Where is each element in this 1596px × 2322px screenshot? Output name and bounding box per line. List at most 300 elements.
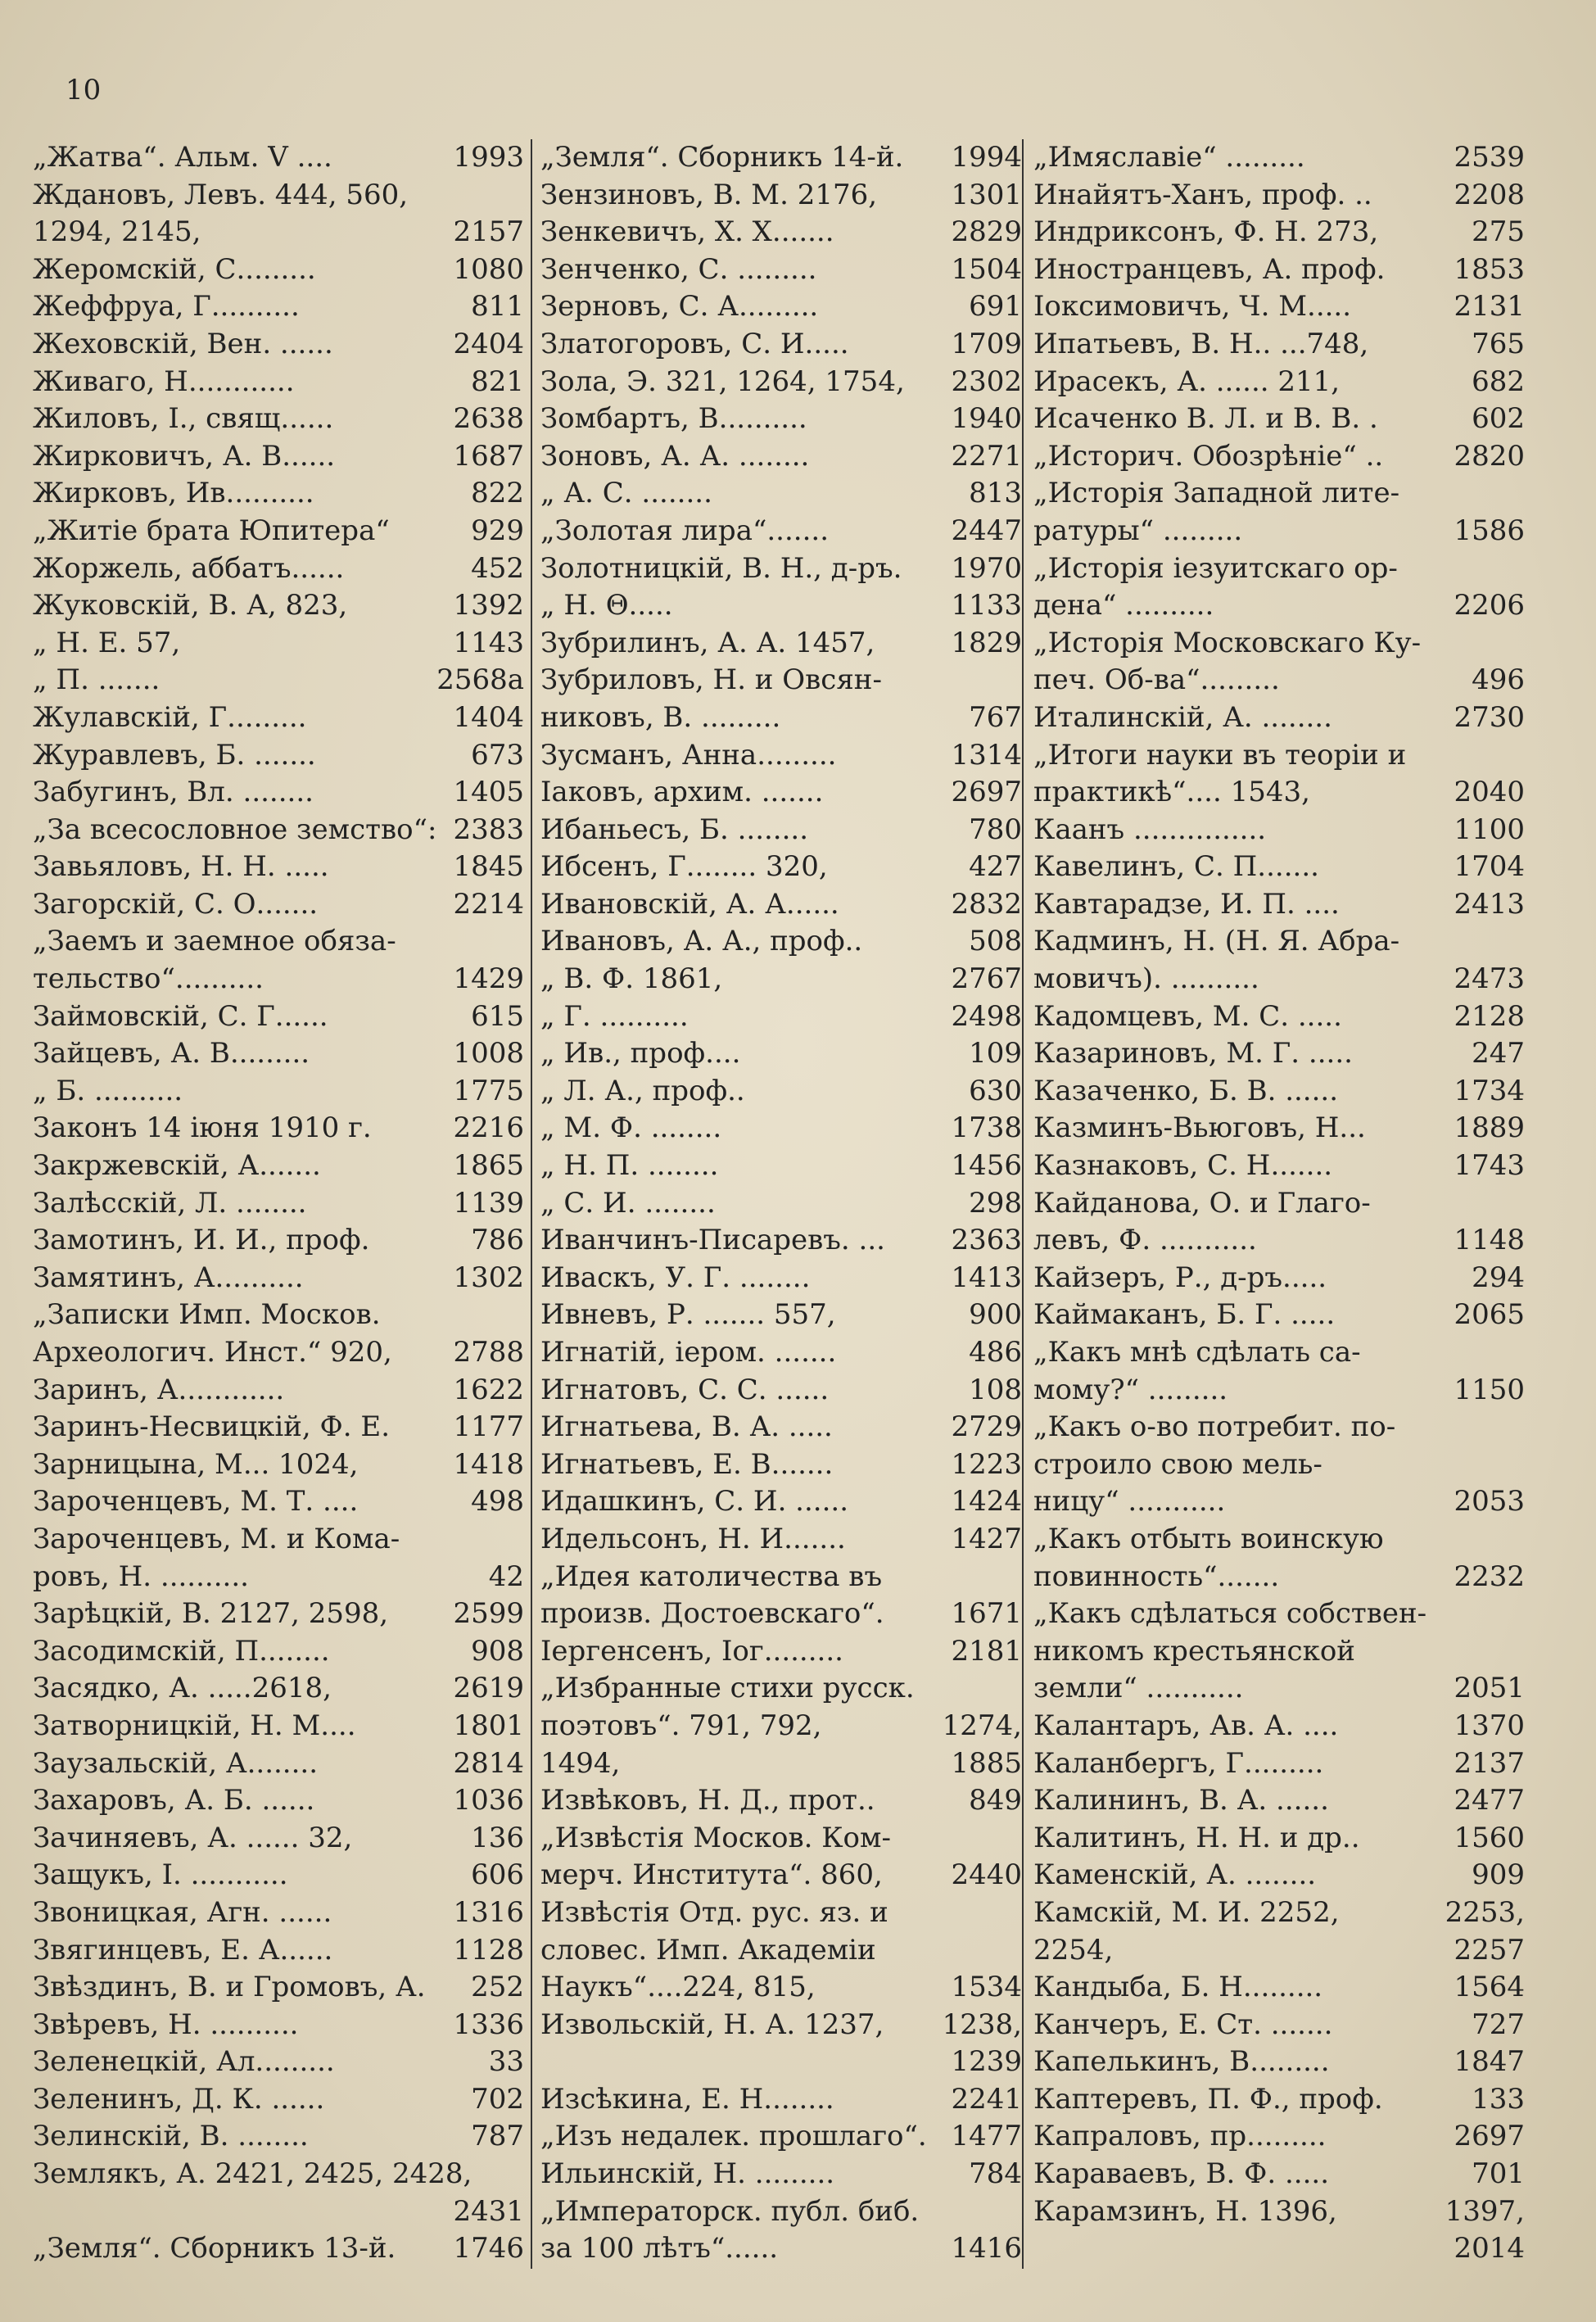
entry-text: произв. Достоевскаго“. <box>540 1597 884 1631</box>
index-entry <box>540 1559 1022 1596</box>
index-entry <box>1033 1446 1525 1484</box>
index-entry <box>1033 1894 1525 1932</box>
index-entry <box>1033 587 1525 625</box>
entry-page-ref: 2498 <box>951 999 1022 1033</box>
index-entry <box>33 699 524 737</box>
entry-page-ref: 1671 <box>951 1597 1022 1631</box>
entry-text: Казаченко, Б. В. ...... <box>1033 1074 1339 1107</box>
entry-page-ref: 2431 <box>453 2194 524 2228</box>
entry-text: Иностранцевъ, А. проф. <box>1033 252 1386 286</box>
index-entry <box>33 1334 524 1372</box>
entry-text: „ Н. П. ........ <box>540 1149 719 1183</box>
entry-page-ref: 1847 <box>1454 2045 1525 2079</box>
entry-page-ref: 787 <box>471 2120 524 2153</box>
index-entry <box>1033 1147 1525 1185</box>
entry-text: повинность“....... <box>1033 1559 1280 1593</box>
entry-text: „ Н. Θ..... <box>540 589 673 622</box>
index-entry <box>1033 2230 1525 2268</box>
entry-page-ref: 2383 <box>453 812 524 846</box>
entry-text: Зоновъ, А. А. ........ <box>540 439 810 473</box>
index-entry <box>33 1110 524 1147</box>
entry-page-ref: 1687 <box>453 439 524 473</box>
entry-text: „Императорск. публ. биб. <box>540 2194 920 2228</box>
entry-text: Каменскій, А. ........ <box>1033 1858 1317 1892</box>
entry-page-ref: 2131 <box>1454 290 1525 324</box>
index-entry <box>540 1185 1022 1223</box>
entry-text: Золотницкій, В. Н., д-ръ. <box>540 551 902 585</box>
entry-text: „Житіе брата Юпитера“ <box>33 514 390 547</box>
entry-page-ref: 486 <box>969 1336 1022 1369</box>
entry-text: Ивановъ, А. А., проф.. <box>540 925 863 958</box>
entry-text: практикѣ“.... 1543, <box>1033 776 1310 809</box>
entry-text: Калининъ, В. А. ...... <box>1033 1784 1329 1817</box>
entry-text: „Изъ недалек. прошлаго“. <box>540 2120 927 2153</box>
index-entry <box>1033 1633 1525 1671</box>
index-entry <box>1033 364 1525 401</box>
entry-page-ref: 294 <box>1472 1261 1525 1294</box>
entry-text: „ А. С. ........ <box>540 477 712 510</box>
index-entry <box>33 1260 524 1297</box>
entry-page-ref: 786 <box>471 1224 524 1257</box>
entry-page-ref: 2697 <box>1454 2120 1525 2153</box>
entry-text: Караваевъ, В. Ф. ..... <box>1033 2157 1330 2191</box>
entry-text: „ М. Ф. ........ <box>540 1111 722 1145</box>
entry-text: Идашкинъ, С. И. ...... <box>540 1485 849 1519</box>
entry-page-ref: 33 <box>488 2045 524 2079</box>
entry-text: Заринъ, А............ <box>33 1373 285 1406</box>
index-entry <box>540 2044 1022 2081</box>
entry-text: Залѣсскій, Л. ........ <box>33 1186 307 1220</box>
index-entry <box>1033 326 1525 364</box>
index-entry <box>33 774 524 812</box>
entry-text: Заузальскій, А........ <box>33 1746 319 1780</box>
index-entry <box>1033 251 1525 289</box>
entry-text: Зенкевичъ, Х. Х....... <box>540 215 834 249</box>
entry-text: Ждановъ, Левъ. 444, 560, <box>33 178 409 211</box>
entry-text: „Извѣстія Москов. Ком- <box>540 1821 891 1854</box>
entry-page-ref: 1301 <box>951 178 1022 211</box>
entry-page-ref: 1143 <box>453 626 524 659</box>
entry-page-ref: 1238, <box>942 2007 1022 2041</box>
entry-text: Защукъ, І. ........... <box>33 1858 288 1892</box>
index-entry <box>540 1222 1022 1260</box>
entry-page-ref: 1416 <box>951 2232 1022 2265</box>
entry-page-ref: 427 <box>969 850 1022 884</box>
column-divider <box>531 139 532 2269</box>
index-entry <box>540 550 1022 588</box>
entry-text: словес. Имп. Академіи <box>540 1933 876 1967</box>
index-column-2 <box>540 139 1022 2268</box>
entry-page-ref: 1865 <box>453 1149 524 1183</box>
entry-page-ref: 2539 <box>1454 141 1525 174</box>
index-entry <box>33 326 524 364</box>
entry-page-ref: 136 <box>471 1821 524 1854</box>
entry-text: „ С. И. ........ <box>540 1186 716 1220</box>
index-entry <box>33 1820 524 1858</box>
entry-text: ницу“ ........... <box>1033 1485 1226 1519</box>
entry-text <box>540 2044 951 2081</box>
index-entry <box>540 1147 1022 1185</box>
index-entry <box>33 1222 524 1260</box>
index-entry <box>540 139 1022 177</box>
entry-text: Затворницкій, Н. М.... <box>33 1709 356 1742</box>
index-entry <box>1033 1110 1525 1147</box>
entry-text: „ В. Ф. 1861, <box>540 962 723 996</box>
index-entry <box>33 1932 524 1970</box>
index-entry <box>1033 625 1525 663</box>
index-entry <box>1033 1073 1525 1111</box>
index-entry <box>33 1782 524 1820</box>
entry-text: Ильинскій, Н. ......... <box>540 2157 835 2191</box>
entry-text: Кавтарадзе, И. П. .... <box>1033 887 1340 921</box>
entry-text: Звѣревъ, Н. .......... <box>33 2007 299 2041</box>
entry-page-ref: 2568а <box>436 663 524 697</box>
entry-page-ref: 2447 <box>951 514 1022 547</box>
entry-page-ref: 2053 <box>1454 1485 1525 1519</box>
index-entry <box>540 1820 1022 1858</box>
index-entry <box>540 1670 1022 1708</box>
entry-page-ref: 2241 <box>951 2082 1022 2116</box>
entry-page-ref: 133 <box>1472 2082 1525 2116</box>
entry-text: Ипатьевъ, В. Н.. ...748, <box>1033 327 1369 360</box>
entry-text <box>1033 2230 1454 2268</box>
entry-page-ref: 1150 <box>1454 1373 1525 1406</box>
index-entry <box>1033 998 1525 1036</box>
entry-text: Иванчинъ-Писаревъ. ... <box>540 1224 885 1257</box>
index-entry <box>540 886 1022 924</box>
entry-text: „Земля“. Сборникъ 14-й. <box>540 141 904 174</box>
entry-page-ref: 1853 <box>1454 252 1525 286</box>
index-entry <box>1033 1670 1525 1708</box>
entry-page-ref: 2599 <box>453 1597 524 1631</box>
entry-text: „Заемъ и заемное обяза- <box>33 925 396 958</box>
entry-page-ref: 1080 <box>453 252 524 286</box>
entry-text: „ Н. Е. 57, <box>33 626 181 659</box>
entry-text: Инайятъ-Ханъ, проф. .. <box>1033 178 1372 211</box>
entry-page-ref: 1801 <box>453 1709 524 1742</box>
entry-text: Игнатьевъ, Е. В....... <box>540 1447 834 1481</box>
index-entry <box>540 2081 1022 2119</box>
entry-page-ref: 1885 <box>951 1746 1022 1780</box>
entry-text: тельство“.......... <box>33 962 264 996</box>
index-entry <box>33 1483 524 1521</box>
index-entry <box>33 550 524 588</box>
index-entry <box>33 587 524 625</box>
index-entry <box>540 998 1022 1036</box>
index-entry <box>1033 1521 1525 1559</box>
entry-text: Звоницкая, Агн. ...... <box>33 1895 332 1929</box>
entry-text: Италинскій, А. ........ <box>1033 700 1332 734</box>
entry-text: „ Г. .......... <box>540 999 689 1033</box>
index-entry <box>1033 214 1525 251</box>
entry-text: Жирковъ, Ив.......... <box>33 477 314 510</box>
entry-text: левъ, Ф. ........... <box>1033 1224 1257 1257</box>
entry-page-ref: 1586 <box>1454 514 1525 547</box>
entry-page-ref: 1427 <box>951 1522 1022 1555</box>
index-entry <box>540 2118 1022 2156</box>
entry-text: Жулавскій, Г......... <box>33 700 307 734</box>
entry-page-ref: 1477 <box>951 2120 1022 2153</box>
entry-page-ref: 1177 <box>453 1410 524 1444</box>
entry-page-ref: 2363 <box>951 1224 1022 1257</box>
index-entry <box>33 438 524 476</box>
index-entry <box>33 737 524 775</box>
entry-page-ref: 1370 <box>1454 1709 1525 1742</box>
entry-page-ref: 1704 <box>1454 850 1525 884</box>
entry-text: за 100 лѣтъ“...... <box>540 2232 779 2265</box>
index-entry <box>1033 1372 1525 1410</box>
entry-text: Златогоровъ, С. И..... <box>540 327 849 360</box>
entry-text: 1494, <box>540 1746 621 1780</box>
entry-text: Археологич. Инст.“ 920, <box>33 1336 392 1369</box>
entry-page-ref: 673 <box>471 738 524 772</box>
entry-page-ref: 702 <box>471 2082 524 2116</box>
entry-text: „Земля“. Сборникъ 13-й. <box>33 2232 396 2265</box>
entry-page-ref: 1404 <box>453 700 524 734</box>
index-entry <box>1033 1969 1525 2007</box>
entry-page-ref: 615 <box>471 999 524 1033</box>
index-entry <box>33 475 524 513</box>
entry-text: Зенченко, С. ......... <box>540 252 817 286</box>
index-entry <box>540 1782 1022 1820</box>
entry-page-ref: 900 <box>969 1298 1022 1332</box>
index-entry <box>540 438 1022 476</box>
index-entry <box>1033 550 1525 588</box>
entry-page-ref: 1274, <box>942 1709 1022 1742</box>
entry-text: „Записки Имп. Москов. <box>33 1298 381 1332</box>
entry-page-ref: 1456 <box>951 1149 1022 1183</box>
index-entry <box>1033 139 1525 177</box>
index-entry <box>540 177 1022 215</box>
entry-text: Замотинъ, И. И., проф. <box>33 1224 370 1257</box>
entry-page-ref: 821 <box>471 364 524 398</box>
entry-text: Кайданова, О. и Глаго- <box>1033 1186 1371 1220</box>
index-entry <box>540 812 1022 849</box>
index-entry <box>33 214 524 251</box>
entry-page-ref: 849 <box>969 1784 1022 1817</box>
entry-text: Зензиновъ, В. М. 2176, <box>540 178 878 211</box>
entry-page-ref: 2040 <box>1454 776 1525 809</box>
entry-page-ref: 630 <box>969 1074 1022 1107</box>
entry-text: Ивневъ, Р. ....... 557, <box>540 1298 836 1332</box>
entry-page-ref: 2638 <box>453 402 524 436</box>
entry-text: Іергенсенъ, Іог......... <box>540 1634 843 1668</box>
entry-page-ref: 909 <box>1472 1858 1525 1892</box>
index-column-1 <box>33 139 524 2268</box>
entry-text: дена“ .......... <box>1033 589 1214 622</box>
entry-page-ref: 1036 <box>453 1784 524 1817</box>
index-entry <box>1033 1820 1525 1858</box>
index-entry <box>540 1932 1022 1970</box>
entry-page-ref: 2302 <box>951 364 1022 398</box>
entry-text: Кавелинъ, С. П....... <box>1033 850 1319 884</box>
entry-text: Зола, Э. 321, 1264, 1754, <box>540 364 905 398</box>
index-entry <box>540 1035 1022 1073</box>
entry-page-ref: 1746 <box>453 2232 524 2265</box>
entry-text: Зароченцевъ, М. Т. .... <box>33 1485 359 1519</box>
index-entry <box>33 961 524 998</box>
entry-page-ref: 908 <box>471 1634 524 1668</box>
entry-text: Зарницына, М... 1024, <box>33 1447 359 1481</box>
entry-text: Ивановскій, А. А...... <box>540 887 839 921</box>
index-entry <box>33 998 524 1036</box>
entry-text: „ П. ....... <box>33 663 161 697</box>
entry-text: Наукъ“....224, 815, <box>540 1971 816 2004</box>
entry-page-ref: 2181 <box>951 1634 1022 1668</box>
index-entry <box>1033 288 1525 326</box>
index-entry <box>33 923 524 961</box>
entry-text: Жеховскій, Вен. ...... <box>33 327 333 360</box>
index-entry <box>540 1633 1022 1671</box>
index-entry <box>540 737 1022 775</box>
index-entry <box>33 1894 524 1932</box>
index-entry <box>1033 475 1525 513</box>
entry-text: Жиловъ, І., свящ...... <box>33 402 334 436</box>
entry-text: Засядко, А. .....2618, <box>33 1672 332 1705</box>
entry-page-ref: 1560 <box>1454 1821 1525 1854</box>
entry-text: Кайзеръ, Р., д-ръ..... <box>1033 1261 1327 1294</box>
entry-text: Кандыба, Б. Н......... <box>1033 1971 1323 2004</box>
entry-text: Жуковскій, В. А, 823, <box>33 589 348 622</box>
entry-text: Зусманъ, Анна......... <box>540 738 837 772</box>
entry-page-ref: 1239 <box>951 2045 1022 2079</box>
entry-text: Извольскій, Н. А. 1237, <box>540 2007 884 2041</box>
index-entry <box>1033 737 1525 775</box>
entry-text: Канчеръ, Е. Ст. ....... <box>1033 2007 1333 2041</box>
index-entry <box>33 1073 524 1111</box>
entry-text: „Золотая лира“....... <box>540 514 830 547</box>
entry-page-ref: 247 <box>1472 1037 1525 1070</box>
entry-text: Кадминъ, Н. (Н. Я. Абра- <box>1033 925 1400 958</box>
entry-page-ref: 496 <box>1472 663 1525 697</box>
index-entry <box>1033 1409 1525 1446</box>
index-entry <box>1033 1185 1525 1223</box>
entry-text: Калитинъ, Н. Н. и др.. <box>1033 1821 1360 1854</box>
entry-page-ref: 691 <box>969 290 1022 324</box>
entry-page-ref: 1829 <box>951 626 1022 659</box>
index-entry <box>1033 513 1525 550</box>
entry-text: Казариновъ, М. Г. ..... <box>1033 1037 1353 1070</box>
entry-page-ref: 2137 <box>1454 1746 1525 1780</box>
index-entry <box>33 1670 524 1708</box>
entry-page-ref: 2440 <box>951 1858 1022 1892</box>
index-entry <box>1033 177 1525 215</box>
entry-page-ref: 1424 <box>951 1485 1022 1519</box>
entry-text: ратуры“ ......... <box>1033 514 1243 547</box>
entry-page-ref: 1743 <box>1454 1149 1525 1183</box>
entry-page-ref: 1940 <box>951 402 1022 436</box>
index-entry <box>33 2156 524 2193</box>
entry-page-ref: 252 <box>471 1971 524 2004</box>
index-entry <box>540 1483 1022 1521</box>
entry-page-ref: 298 <box>969 1186 1022 1220</box>
entry-page-ref: 1889 <box>1454 1111 1525 1145</box>
entry-text <box>33 2193 453 2231</box>
entry-text: Засодимскій, П........ <box>33 1634 330 1668</box>
entry-page-ref: 2473 <box>1454 962 1525 996</box>
index-entry <box>1033 2118 1525 2156</box>
entry-text: „Исторія Западной лите- <box>1033 477 1400 510</box>
index-entry <box>33 1035 524 1073</box>
index-entry <box>1033 1857 1525 1894</box>
entry-text: Іоксимовичъ, Ч. М..... <box>1033 290 1352 324</box>
entry-text: земли“ ........... <box>1033 1672 1244 1705</box>
index-entry <box>33 2193 524 2231</box>
entry-text: „Исторія Московскаго Ку- <box>1033 626 1422 659</box>
entry-page-ref: 1970 <box>951 551 1022 585</box>
index-entry <box>540 699 1022 737</box>
entry-page-ref: 1845 <box>453 850 524 884</box>
index-entry <box>540 1073 1022 1111</box>
index-entry <box>33 513 524 550</box>
entry-page-ref: 2216 <box>453 1111 524 1145</box>
entry-text: Завьяловъ, Н. Н. ..... <box>33 850 329 884</box>
index-entry <box>33 364 524 401</box>
index-entry <box>33 1969 524 2007</box>
entry-text: Зубриловъ, Н. и Овсян- <box>540 663 882 697</box>
index-entry <box>1033 2156 1525 2193</box>
entry-page-ref: 1316 <box>453 1895 524 1929</box>
entry-text: мерч. Института“. 860, <box>540 1858 883 1892</box>
index-entry <box>540 1372 1022 1410</box>
index-entry <box>33 2044 524 2081</box>
entry-text: Зубрилинъ, А. А. 1457, <box>540 626 875 659</box>
entry-text: строило свою мель- <box>1033 1447 1322 1481</box>
entry-text: мому?“ ......... <box>1033 1373 1228 1406</box>
index-entry <box>540 1894 1022 1932</box>
entry-page-ref: 1405 <box>453 776 524 809</box>
entry-text: Жеромскій, С......... <box>33 252 316 286</box>
entry-text: „ Л. А., проф.. <box>540 1074 745 1107</box>
entry-page-ref: 2730 <box>1454 700 1525 734</box>
entry-page-ref: 606 <box>471 1858 524 1892</box>
entry-page-ref: 2697 <box>951 776 1022 809</box>
index-entry <box>540 961 1022 998</box>
entry-text: Иваскъ, У. Г. ........ <box>540 1261 811 1294</box>
entry-text: Зеленецкій, Ал......... <box>33 2045 335 2079</box>
entry-text: Калантаръ, Ав. А. .... <box>1033 1709 1339 1742</box>
entry-page-ref: 765 <box>1472 327 1525 360</box>
entry-page-ref: 1504 <box>951 252 1022 286</box>
entry-page-ref: 2257 <box>1454 1933 1525 1967</box>
page-number: 10 <box>66 74 102 106</box>
index-entry <box>33 1708 524 1745</box>
entry-page-ref: 1008 <box>453 1037 524 1070</box>
index-entry <box>540 326 1022 364</box>
index-entry <box>540 1857 1022 1894</box>
entry-page-ref: 2832 <box>951 887 1022 921</box>
index-entry <box>1033 1260 1525 1297</box>
entry-text: Заринъ-Несвицкій, Ф. Е. <box>33 1410 391 1444</box>
index-entry <box>33 288 524 326</box>
index-entry <box>33 1446 524 1484</box>
entry-text: „Какъ сдѣлаться собствен- <box>1033 1597 1427 1631</box>
entry-text: Звягинцевъ, Е. А...... <box>33 1933 333 1967</box>
index-entry <box>33 625 524 663</box>
index-entry <box>33 177 524 215</box>
entry-text: ровъ, Н. .......... <box>33 1559 249 1593</box>
index-entry <box>540 662 1022 699</box>
index-entry <box>540 401 1022 438</box>
index-entry <box>1033 774 1525 812</box>
index-entry <box>1033 2193 1525 2231</box>
entry-page-ref: 2404 <box>453 327 524 360</box>
entry-text: Ибаньесъ, Б. ........ <box>540 812 809 846</box>
index-entry <box>540 475 1022 513</box>
entry-text: Каанъ ............... <box>1033 812 1267 846</box>
entry-page-ref: 1738 <box>951 1111 1022 1145</box>
entry-text: „Итоги науки въ теоріи и <box>1033 738 1407 772</box>
